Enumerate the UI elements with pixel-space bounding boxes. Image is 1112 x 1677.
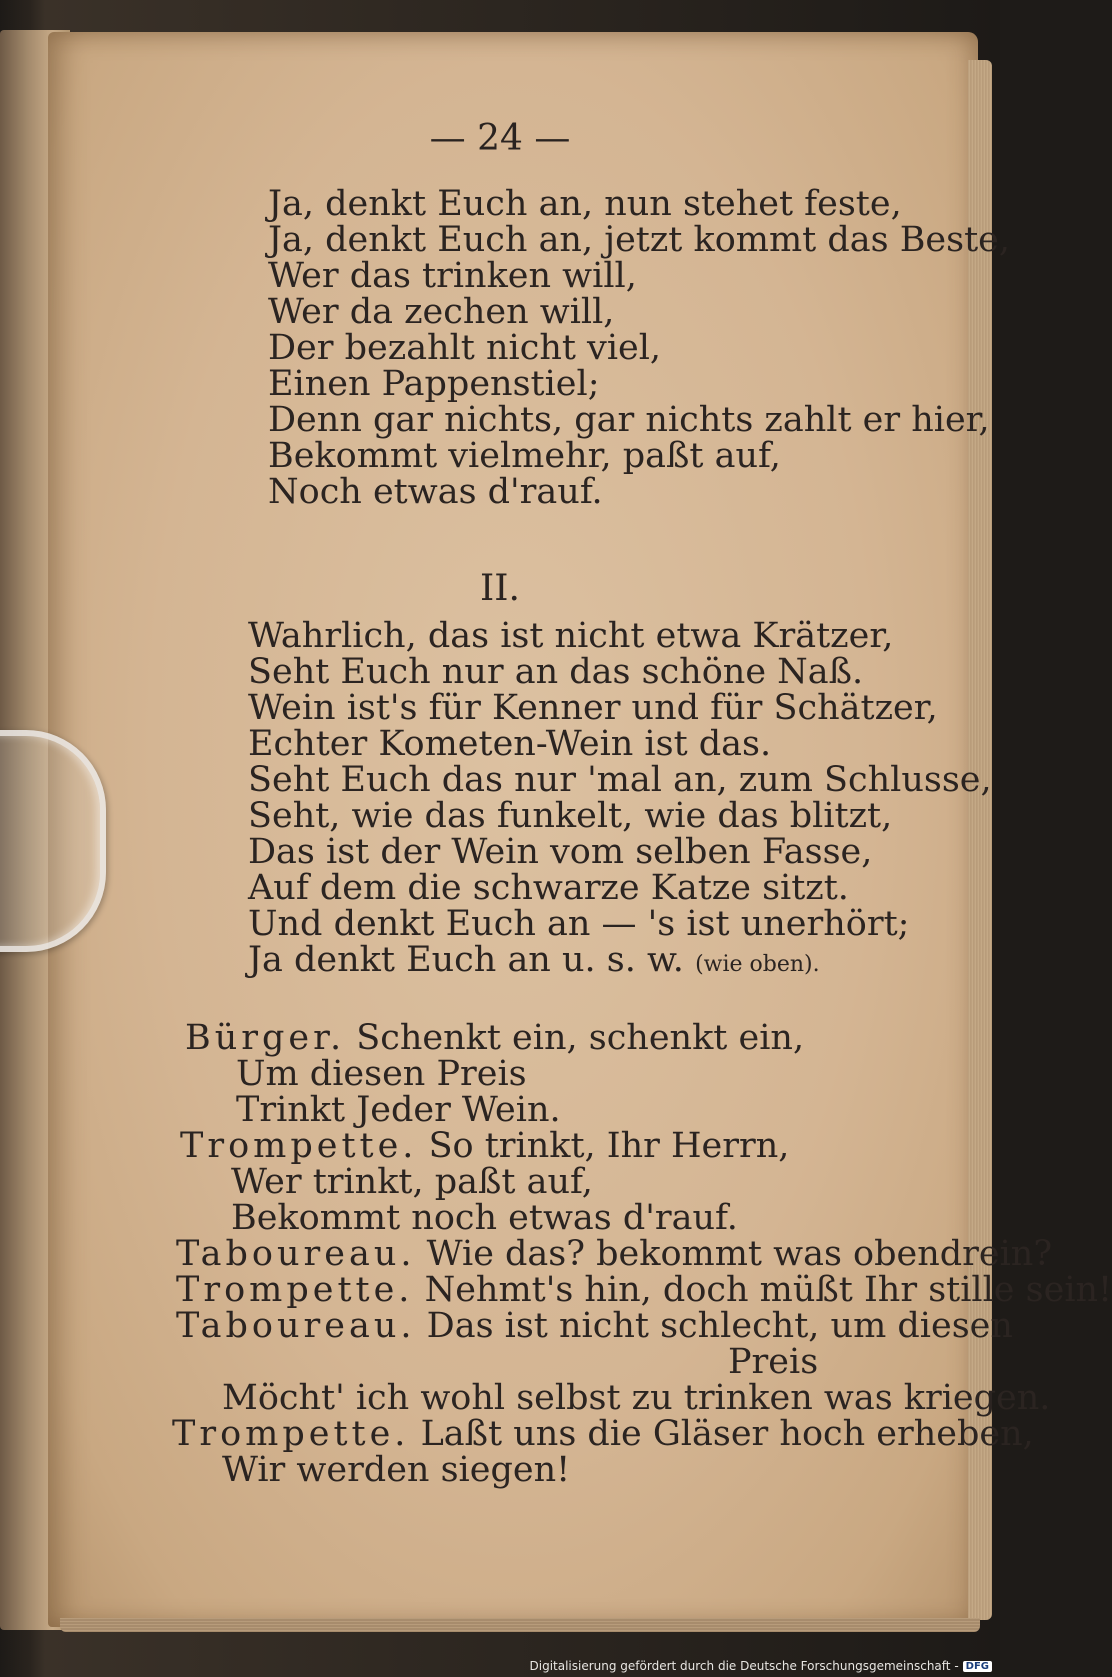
verse-line: Wer da zechen will,: [268, 292, 615, 332]
dialogue-line: Wir werden siegen!: [222, 1450, 571, 1490]
verse-line: [248, 942, 820, 983]
verse-line: Seht Euch nur an das schöne Naß.: [248, 652, 864, 692]
verse-line: Das ist der Wein vom selben Fasse,: [248, 832, 873, 872]
dialogue-line: Möcht' ich wohl selbst zu trinken was kriegen.: [222, 1378, 1051, 1418]
verse-note: (wie oben).: [695, 952, 820, 977]
verse-line: Seht Euch das nur 'mal an, zum Schlusse,: [248, 760, 992, 800]
dialogue-text: Nehmt's hin, doch müßt Ihr stille sein!: [424, 1270, 1112, 1310]
dialogue-line: Um diesen Preis: [236, 1054, 527, 1094]
page-number: — 24 —: [429, 118, 571, 159]
verse-line: Wahrlich, das ist nicht etwa Krätzer,: [248, 616, 894, 656]
digitization-footer: [530, 1659, 993, 1673]
dialogue-line: [185, 1020, 804, 1056]
dialogue-text: Das ist nicht schlecht, um diesen: [426, 1306, 1013, 1346]
dialogue-line: [176, 1308, 1013, 1344]
dialogue-line: Preis: [728, 1342, 819, 1382]
dialogue-line: Trinkt Jeder Wein.: [236, 1090, 561, 1130]
verse-line: Wein ist's für Kenner und für Schätzer,: [248, 688, 938, 728]
dialogue-text: Schenkt ein, schenkt ein,: [356, 1018, 805, 1058]
dialogue-text: So trinkt, Ihr Herrn,: [428, 1126, 790, 1166]
speaker-name: Bürger.: [185, 1018, 346, 1058]
speaker-name: Taboureau.: [176, 1234, 416, 1274]
verse-line: Der bezahlt nicht viel,: [268, 328, 662, 368]
verse-line: Und denkt Euch an — 's ist unerhört;: [248, 904, 910, 944]
speaker-name: Taboureau.: [176, 1306, 416, 1346]
verse-line: Noch etwas d'rauf.: [268, 472, 603, 512]
speaker-name: Trompette.: [172, 1414, 410, 1454]
dialogue-line: Wer trinkt, paßt auf,: [231, 1162, 593, 1202]
verse-line: Auf dem die schwarze Katze sitzt.: [248, 868, 849, 908]
verse-line: Ja, denkt Euch an, jetzt kommt das Beste,: [268, 220, 1010, 260]
verse-line: Denn gar nichts, gar nichts zahlt er hier,: [268, 400, 990, 440]
speaker-name: Trompette.: [180, 1126, 418, 1166]
speaker-name: Trompette.: [176, 1270, 414, 1310]
dialogue-line: Bekommt noch etwas d'rauf.: [231, 1198, 738, 1238]
verse-line: Einen Pappenstiel;: [268, 364, 600, 404]
verse-line: Ja, denkt Euch an, nun stehet feste,: [268, 184, 902, 224]
footer-text: Digitalisierung gefördert durch die Deutsche Forschungsgemeinschaft -: [529, 1659, 959, 1673]
dialogue-line: [176, 1272, 1112, 1308]
page-stack-bottom: [60, 1618, 980, 1632]
verse-line: Wer das trinken will,: [268, 256, 637, 296]
dialogue-line: [172, 1416, 1034, 1452]
dialogue-line: [180, 1128, 789, 1164]
verse-line: Seht, wie das funkelt, wie das blitzt,: [248, 796, 893, 836]
verse-line: Echter Kometen-Wein ist das.: [248, 724, 772, 764]
dfg-logo: DFG: [963, 1661, 992, 1672]
section-heading: II.: [480, 568, 520, 609]
verse-line-text: Ja denkt Euch an u. s. w.: [248, 940, 684, 980]
dialogue-text: Laßt uns die Gläser hoch erheben,: [420, 1414, 1034, 1454]
dialogue-line: [176, 1236, 1052, 1272]
verse-line: Bekommt vielmehr, paßt auf,: [268, 436, 781, 476]
page-clip: [0, 730, 106, 952]
dialogue-text: Wie das? bekommt was obendrein?: [426, 1234, 1053, 1274]
